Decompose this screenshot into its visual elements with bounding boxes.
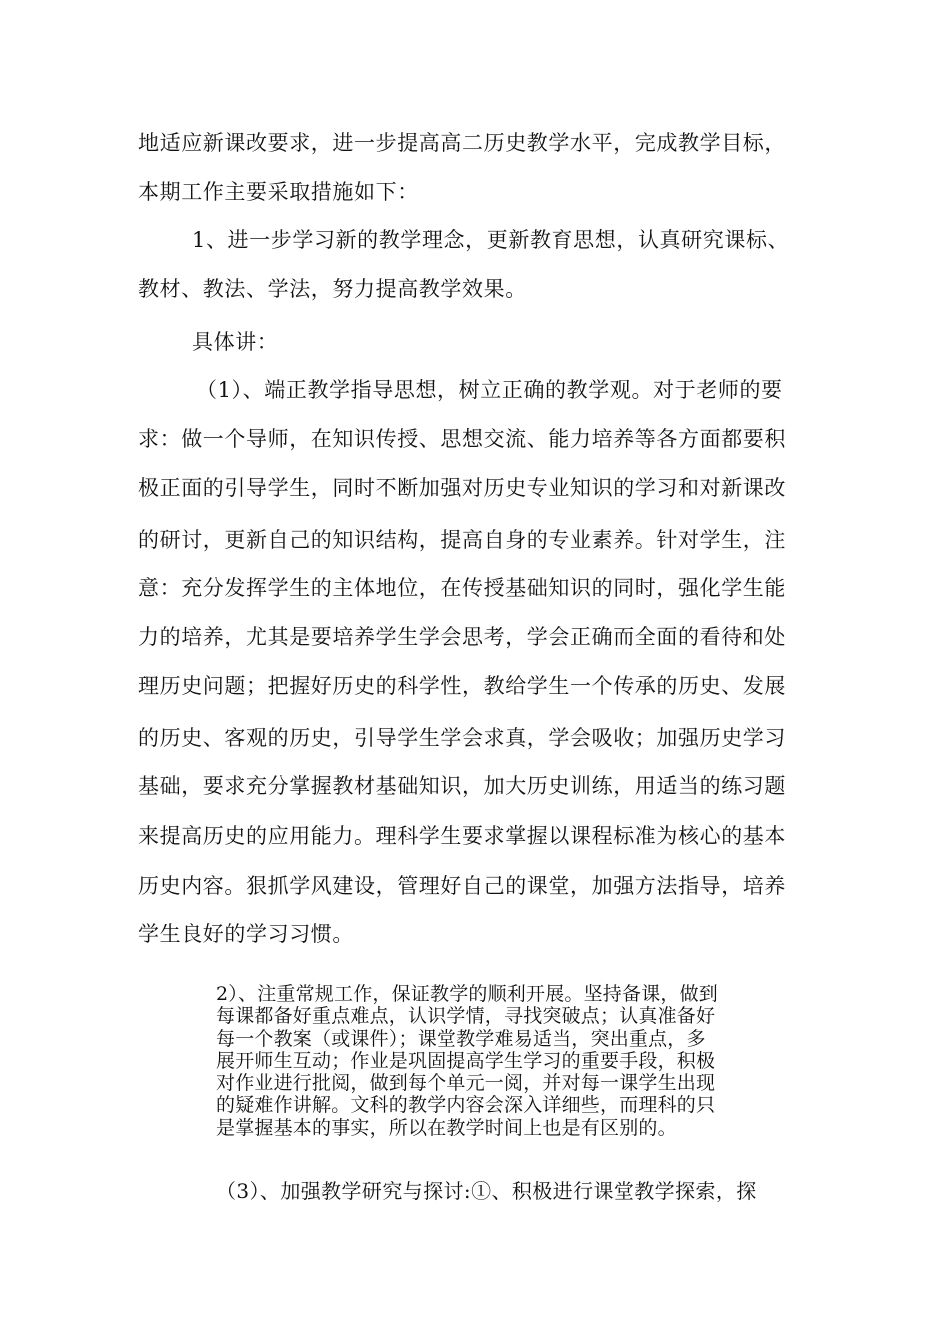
item1-line-3: 极正面的引导学生，同时不断加强对历史专业知识的学习和对新课改: [138, 476, 786, 500]
item1-line-7: 理历史问题；把握好历史的科学性，教给学生一个传承的历史、发展: [138, 674, 786, 698]
item1-line-11: 历史内容。狠抓学风建设，管理好自己的课堂，加强方法指导，培养: [138, 874, 786, 898]
item2-block: [216, 983, 816, 1139]
item3-line-1: （3）、加强教学研究与探讨:①、积极进行课堂教学探索，探: [216, 1179, 757, 1203]
intro-line-2: 本期工作主要采取措施如下：: [138, 180, 419, 204]
item2-line-6: 的疑难作讲解。文科的教学内容会深入详细些，而理科的只: [216, 1094, 716, 1117]
intro-line-1: 地适应新课改要求，进一步提高高二历史教学水平，完成教学目标，: [138, 131, 786, 155]
item1-line-5: 意：充分发挥学生的主体地位，在传授基础知识的同时，强化学生能: [138, 576, 786, 600]
item1-line-9: 基础，要求充分掌握教材基础知识，加大历史训练，用适当的练习题: [138, 774, 786, 798]
item2-line-4: 展开师生互动；作业是巩固提高学生学习的重要手段，积极: [216, 1049, 716, 1072]
item2-line-3: 每一个教案（或课件）；课堂教学难易适当，突出重点，多: [216, 1027, 706, 1050]
point1-line-2: 教材、教法、学法，努力提高教学效果。: [138, 277, 527, 301]
item2-line-1: 2）、注重常规工作，保证教学的顺利开展。坚持备课，做到: [216, 983, 718, 1005]
item1-line-4: 的研讨，更新自己的知识结构，提高自身的专业素养。针对学生，注: [138, 528, 786, 552]
item2-line-2: 每课都备好重点难点，认识学情，寻找突破点；认真准备好: [216, 1005, 716, 1028]
item3-block: [216, 1180, 816, 1202]
item2-line-5: 对作业进行批阅，做到每个单元一阅，并对每一课学生出现: [216, 1072, 716, 1095]
item1-line-10: 来提高历史的应用能力。理科学生要求掌握以课程标准为核心的基本: [138, 824, 786, 848]
item1-line-2: 求：做一个导师，在知识传授、思想交流、能力培养等各方面都要积: [138, 427, 786, 451]
specific-label: 具体讲：: [192, 330, 279, 354]
item1-line-1: （1）、端正教学指导思想，树立正确的教学观。对于老师的要: [196, 378, 783, 402]
point1-line-1: 1、进一步学习新的教学理念，更新教育思想，认真研究课标、: [192, 228, 790, 252]
item1-line-12: 学生良好的学习习惯。: [138, 922, 354, 946]
item1-line-6: 力的培养，尤其是要培养学生学会思考，学会正确而全面的看待和处: [138, 625, 786, 649]
item2-line-7: 是掌握基本的事实，所以在教学时间上也是有区别的。: [216, 1116, 677, 1139]
item1-line-8: 的历史、客观的历史，引导学生学会求真，学会吸收；加强历史学习: [138, 726, 786, 750]
